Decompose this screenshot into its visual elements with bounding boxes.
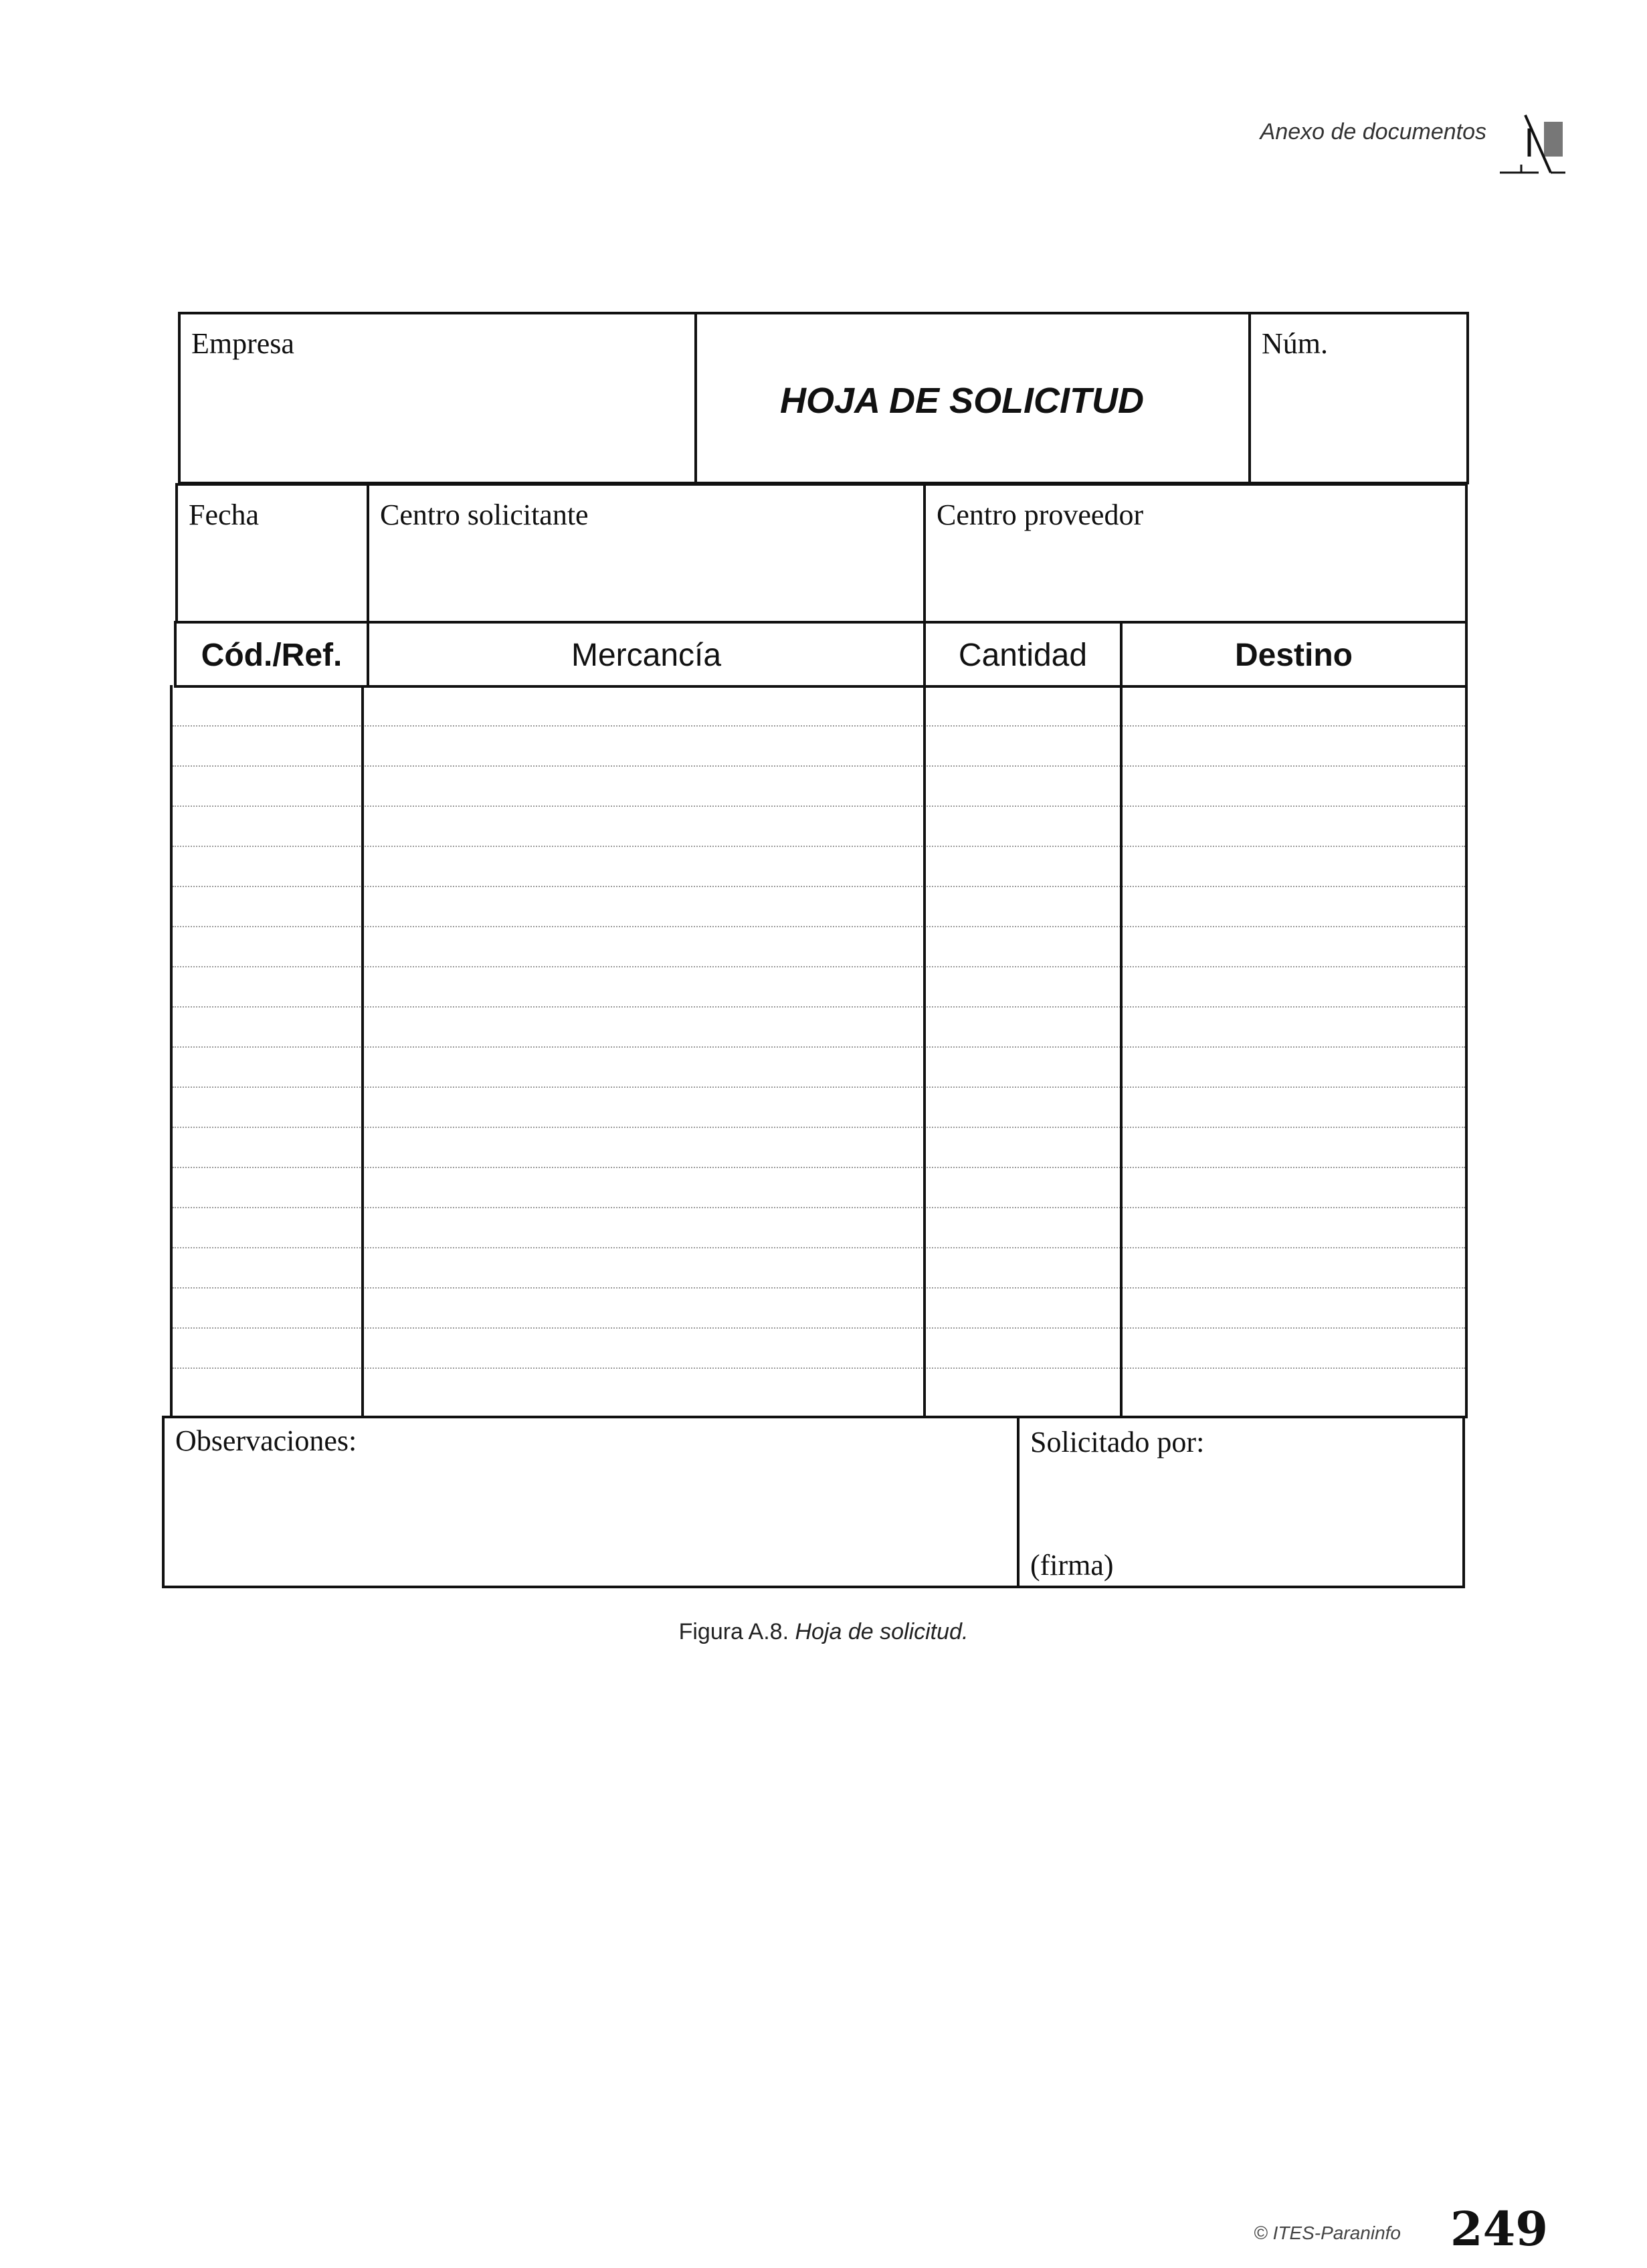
column-header-quantity-label: Cantidad: [958, 638, 1088, 673]
page-number: 249: [1450, 2201, 1548, 2257]
column-divider: [923, 685, 926, 1418]
column-divider: [361, 685, 364, 1418]
table-row: [173, 886, 1465, 887]
table-row: [173, 1167, 1465, 1168]
column-header-goods: [367, 621, 926, 688]
table-row: [173, 1367, 1465, 1369]
date-field[interactable]: [175, 483, 369, 624]
date-label: Fecha: [189, 498, 260, 531]
column-header-code-label: Cód./Ref.: [201, 638, 343, 673]
company-label: Empresa: [191, 327, 294, 360]
observations-field[interactable]: [162, 1416, 1020, 1588]
table-row: [173, 846, 1465, 847]
items-table-body[interactable]: [170, 685, 1468, 1418]
observations-label: Observaciones:: [175, 1424, 357, 1457]
number-field[interactable]: [1248, 312, 1469, 484]
table-row: [173, 1207, 1465, 1208]
requested-by-label: Solicitado por:: [1030, 1426, 1205, 1458]
signature-label: (firma): [1030, 1549, 1114, 1582]
requested-by-field[interactable]: [1017, 1416, 1465, 1588]
requesting-center-label: Centro solicitante: [380, 498, 589, 531]
table-row: [173, 1086, 1465, 1088]
number-label: Núm.: [1262, 327, 1328, 360]
table-row: [173, 1287, 1465, 1289]
table-row: [173, 806, 1465, 807]
publisher-credit: © ITES-Paraninfo: [1254, 2223, 1401, 2243]
table-row: [173, 1127, 1465, 1128]
column-header-quantity: [923, 621, 1123, 688]
supplier-center-label: Centro proveedor: [937, 498, 1144, 531]
table-row: [173, 725, 1465, 727]
table-row: [173, 926, 1465, 927]
form-title-cell: [694, 312, 1251, 484]
column-header-code: [174, 621, 369, 688]
table-row: [173, 1006, 1465, 1008]
figure-caption-prefix: Figura A.8.: [678, 1619, 789, 1644]
column-header-destination: [1120, 621, 1468, 688]
table-row: [173, 765, 1465, 767]
table-row: [173, 966, 1465, 967]
figure-caption: [0, 1619, 1647, 1645]
requesting-center-field[interactable]: [367, 483, 926, 624]
company-field[interactable]: [178, 312, 697, 484]
table-row: [173, 1247, 1465, 1248]
supplier-center-field[interactable]: [923, 483, 1468, 624]
table-row: [173, 1327, 1465, 1329]
annex-a-mark-icon: [1498, 108, 1572, 185]
column-header-destination-label: Destino: [1234, 638, 1353, 673]
running-header: Anexo de documentos: [1260, 119, 1486, 145]
form-title: HOJA DE SOLICITUD: [780, 381, 1145, 421]
column-divider: [1120, 685, 1123, 1418]
table-row: [173, 1046, 1465, 1048]
column-header-goods-label: Mercancía: [571, 638, 722, 673]
figure-caption-text: Hoja de solicitud.: [795, 1619, 969, 1644]
